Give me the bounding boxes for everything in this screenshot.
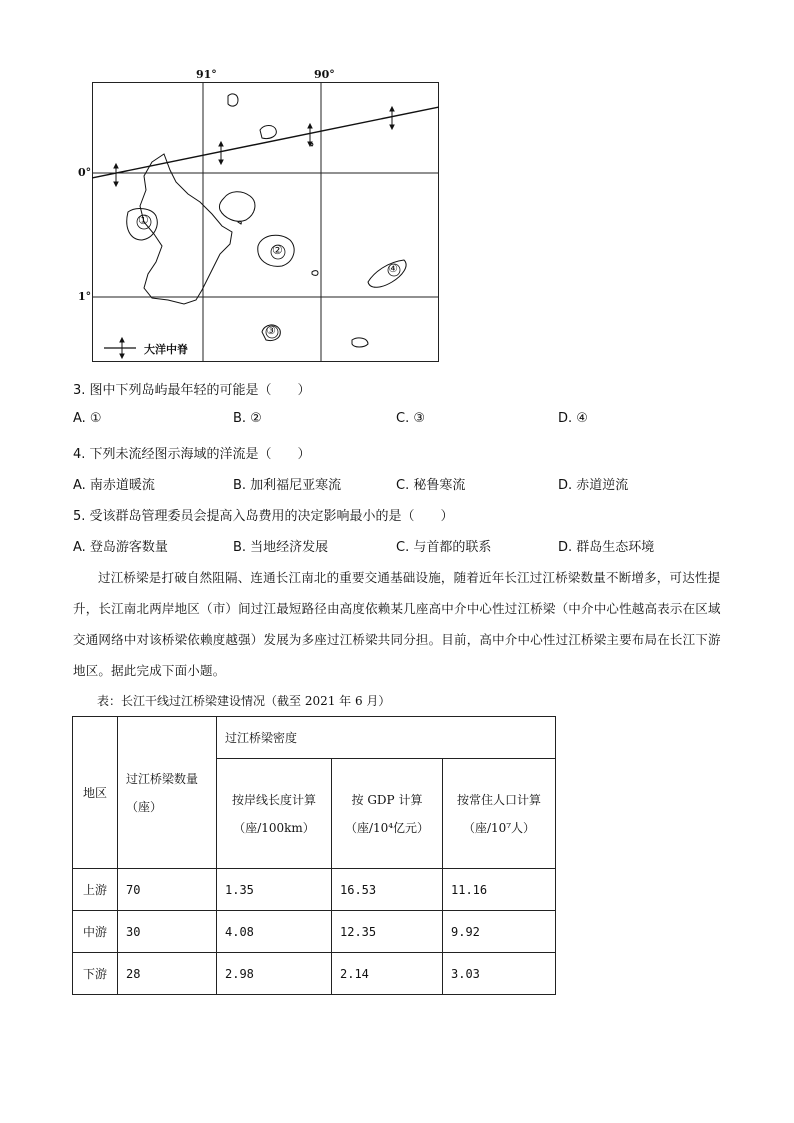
question-3-stem: 3. 图中下列岛屿最年轻的可能是（ ） <box>73 383 311 398</box>
map-legend-label: 大洋中脊 <box>144 343 188 356</box>
table-row: 上游 70 1.35 16.53 11.16 <box>73 869 556 911</box>
santiago-island <box>219 192 254 222</box>
q5-option-c: C. 与首都的联系 <box>396 540 492 555</box>
lon-label-91: 91° <box>196 68 217 81</box>
q4-option-d: D. 赤道逆流 <box>558 478 629 493</box>
lat-label-0: 0° <box>78 166 92 179</box>
subheader-by-pop: 按常住人口计算（座/10⁷人） <box>443 759 556 869</box>
header-count: 过江桥梁数量（座） <box>118 717 217 869</box>
isabela-island <box>140 154 232 304</box>
q4-option-c: C. 秘鲁寒流 <box>396 478 466 493</box>
pinta-island <box>228 94 238 106</box>
table-caption: 表：长江干线过江桥梁建设情况（截至 2021 年 6 月） <box>97 694 391 708</box>
q3-option-d: D. ④ <box>558 411 588 426</box>
small-islet <box>312 271 318 276</box>
lon-label-90: 90° <box>314 68 335 81</box>
mid-ocean-ridge <box>92 107 439 178</box>
question-4-stem: 4. 下列未流经图示海域的洋流是（ ） <box>73 447 311 462</box>
lat-label-1: 1° <box>78 290 92 303</box>
q3-option-b: B. ② <box>233 411 262 426</box>
question-5-stem: 5. 受该群岛管理委员会提高入岛费用的决定影响最小的是（ ） <box>73 509 454 524</box>
table-row: 中游 30 4.08 12.35 9.92 <box>73 911 556 953</box>
subheader-by-length: 按岸线长度计算（座/100km） <box>217 759 332 869</box>
marchena-island <box>260 126 276 139</box>
passage-text: 过江桥梁是打破自然阻隔、连通长江南北的重要交通基础设施，随着近年长江过江桥梁数量不断增多，可达性提升，长江南北两岸地区（市）间过江最短路径由高度依赖某几座高中介中心性过江桥梁（中介中心性越高表示在区域交通网络中对该桥梁依赖度越强）发展为多座过江桥梁共同分担。目前，高中介中心性过江桥梁主要布局在长江下游地区。据此完成下面小题。 <box>73 570 721 678</box>
islands <box>127 94 406 347</box>
q4-option-b: B. 加利福尼亚寒流 <box>233 478 342 493</box>
header-region: 地区 <box>73 717 118 869</box>
ridge-arrows <box>114 107 394 186</box>
q5-option-d: D. 群岛生态环境 <box>558 540 655 555</box>
q4-option-a: A. 南赤道暖流 <box>73 478 155 493</box>
q3-option-a: A. ① <box>73 411 102 426</box>
header-density: 过江桥梁密度 <box>217 717 556 759</box>
bridge-table <box>72 716 556 995</box>
island-label-2: ② <box>272 243 283 257</box>
island-label-4: ④ <box>388 262 398 275</box>
islet-a <box>238 221 241 224</box>
q3-option-c: C. ③ <box>396 411 425 426</box>
q5-option-a: A. 登岛游客数量 <box>73 540 168 555</box>
island-label-1: ① <box>138 213 149 227</box>
table-row: 下游 28 2.98 2.14 3.03 <box>73 953 556 995</box>
island-label-3: ③ <box>266 324 276 337</box>
q5-option-b: B. 当地经济发展 <box>233 540 329 555</box>
subheader-by-gdp: 按 GDP 计算（座/10⁴亿元） <box>332 759 443 869</box>
espanola-island <box>352 338 368 347</box>
